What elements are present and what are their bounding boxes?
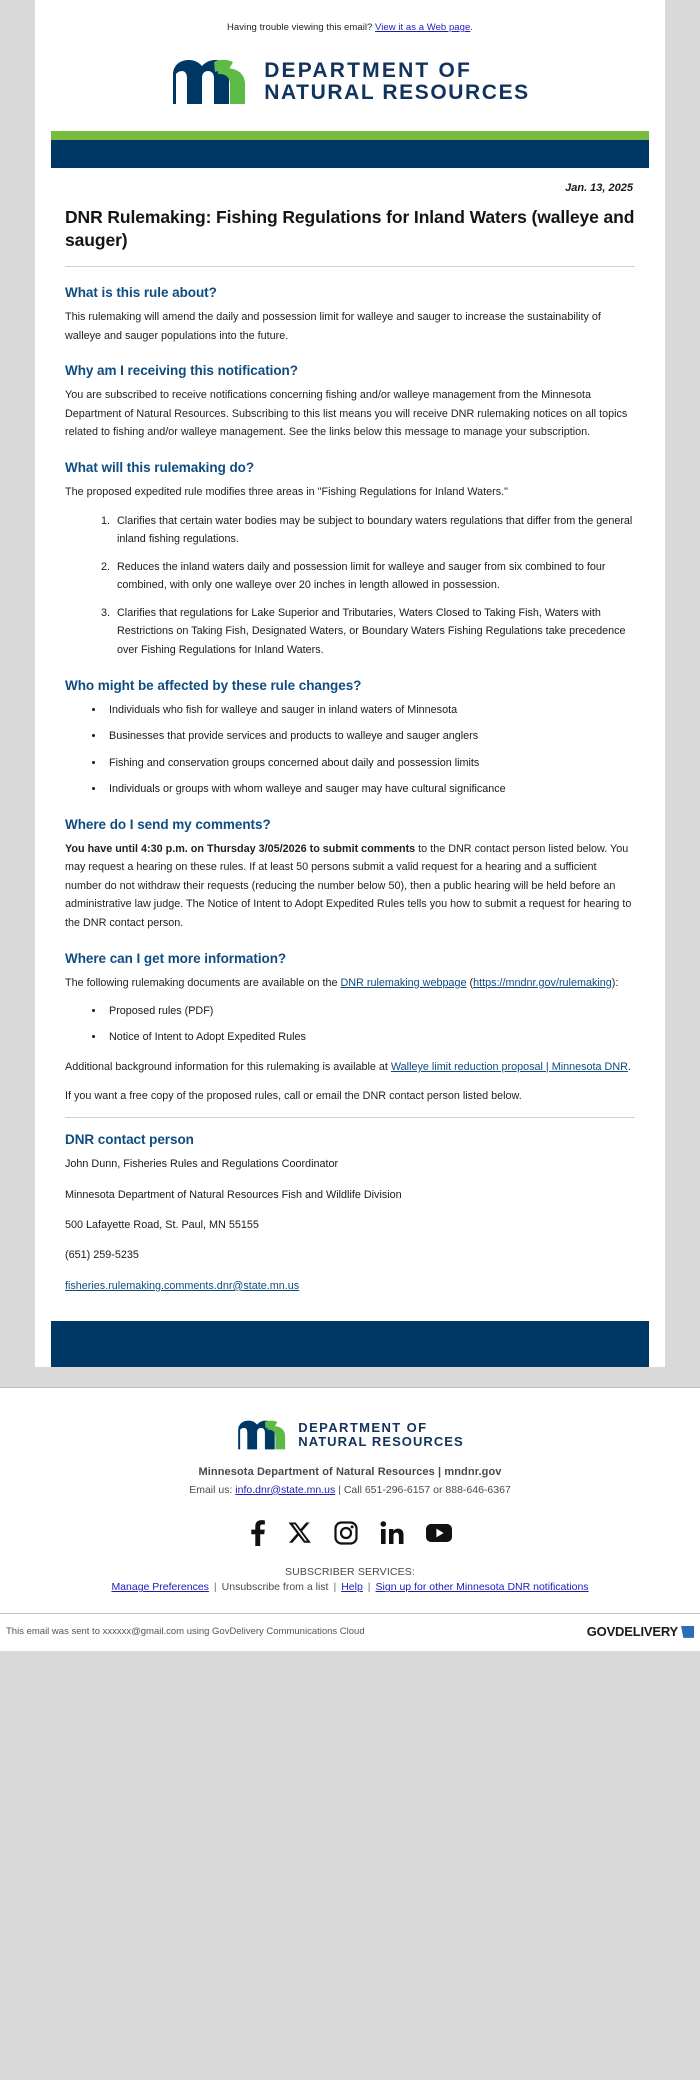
info-paragraph <box>65 974 635 993</box>
view-as-web-page-link[interactable]: View it as a Web page <box>375 22 471 33</box>
link-separator: | <box>213 1581 217 1594</box>
dnr-logo-lockup <box>35 39 665 131</box>
contact-address: 500 Lafayette Road, St. Paul, MN 55155 <box>65 1219 259 1232</box>
footer-email-label: Email us: <box>189 1483 233 1496</box>
email-date: Jan. 13, 2025 <box>565 182 633 194</box>
rulemaking-url-link[interactable]: https://mndnr.gov/rulemaking <box>473 976 612 989</box>
footer-logo-line-2: NATURAL RESOURCES <box>298 1434 464 1450</box>
footer-contact-line <box>0 1481 700 1499</box>
preheader-period: . <box>470 22 473 33</box>
free-copy-paragraph: If you want a free copy of the proposed rules, call or email the DNR contact person listed below. <box>65 1089 522 1102</box>
email-body-card <box>35 0 665 1367</box>
preheader <box>35 0 665 39</box>
info-intro-text: The following rulemaking documents are available on the <box>65 976 341 989</box>
link-separator: | <box>333 1581 337 1594</box>
govdelivery-logo <box>587 1624 694 1639</box>
mn-logo-icon <box>236 1420 286 1450</box>
list-item: • Individuals or groups with whom walleye and sauger may have cultural significance <box>105 780 635 799</box>
list-item: • Fishing and conservation groups concerned about daily and possession limits <box>105 754 635 773</box>
section-heading-who-affected: Who might be affected by these rule changes? <box>65 677 362 693</box>
green-divider-band <box>51 131 649 140</box>
sent-to-text: This email was sent to xxxxxx@gmail.com using GovDelivery Communications Cloud <box>6 1626 365 1638</box>
youtube-link[interactable] <box>426 1523 452 1543</box>
info-end-text: ): <box>611 976 619 989</box>
rulemaking-changes-list <box>65 512 635 660</box>
linkedin-link[interactable] <box>380 1521 404 1545</box>
facebook-link[interactable] <box>249 1520 266 1546</box>
page-title: DNR Rulemaking: Fishing Regulations for Inland Waters (walleye and sauger) <box>65 207 635 251</box>
instagram-link[interactable] <box>334 1521 358 1545</box>
list-item: 1. Clarifies that certain water bodies may be subject to boundary waters regulations that differ from the general inland fishing regulations. <box>113 512 635 549</box>
list-item: • Individuals who fish for walleye and sauger in inland waters of Minnesota <box>105 701 635 720</box>
facebook-icon <box>249 1520 266 1546</box>
linkedin-icon <box>380 1521 404 1545</box>
section-paragraph: You are subscribed to receive notifications concerning fishing and/or walleye management from the Minnesota Department of Natural Resources. Subscribing to this list means you will receive DNR rulemaking notices on all topics related to fishing and/or walleye management. See the links below this message to manage your subscription. <box>65 389 628 439</box>
footer-email-link[interactable]: info.dnr@state.mn.us <box>235 1483 336 1496</box>
govdelivery-flag-icon <box>681 1626 694 1638</box>
contact-divider <box>65 1117 635 1118</box>
navy-footer-bar <box>51 1321 649 1367</box>
footer-logo-line-1: DEPARTMENT OF <box>298 1420 428 1436</box>
affected-groups-list <box>65 701 635 799</box>
govdelivery-wordmark: GOVDELIVERY <box>586 1624 678 1640</box>
comment-rest-text: to the DNR contact person listed below. You may request a hearing on these rules. If at least 50 persons submit a valid request for a hearing and a sufficient number do not withdraw their requests (reducing the number below 50), then a public hearing will be held before an administrative law judge. The Notice of Intent to Adopt Expedited Rules tells you how to submit a request for hearing to the DNR contact person. <box>65 842 632 929</box>
footer-call-text: | Call 651-296-6157 or 888-646-6367 <box>338 1483 511 1496</box>
documents-list <box>65 1002 635 1046</box>
contact-email-line <box>65 1277 635 1295</box>
mn-logo-icon <box>170 59 246 105</box>
email-footer <box>0 1387 700 1651</box>
dnr-rulemaking-webpage-link[interactable]: DNR rulemaking webpage <box>340 976 467 989</box>
preheader-text: Having trouble viewing this email? <box>227 22 373 33</box>
x-twitter-icon <box>288 1521 312 1545</box>
background-intro-text: Additional background information for this rulemaking is available at <box>65 1061 391 1074</box>
email-content <box>35 168 665 1295</box>
comments-paragraph <box>65 840 635 933</box>
dnr-logo-wordmark <box>264 60 530 105</box>
youtube-icon <box>426 1523 452 1543</box>
list-item: • Proposed rules (PDF) <box>105 1002 635 1021</box>
sent-to-row <box>0 1614 700 1651</box>
logo-line-2: NATURAL RESOURCES <box>264 81 530 104</box>
section-heading-dnr-contact: DNR contact person <box>65 1132 194 1148</box>
social-links-row <box>0 1498 700 1566</box>
signup-other-notifications-link[interactable]: Sign up for other Minnesota DNR notifications <box>375 1581 589 1594</box>
link-separator: | <box>367 1581 371 1594</box>
instagram-icon <box>334 1521 358 1545</box>
background-end-text: . <box>627 1061 631 1074</box>
subscriber-services-links <box>0 1578 700 1593</box>
manage-preferences-link[interactable]: Manage Preferences <box>111 1581 209 1594</box>
navy-divider-band <box>51 140 649 168</box>
contact-email-link[interactable]: fisheries.rulemaking.comments.dnr@state.mn.us <box>65 1279 300 1292</box>
footer-logo-group <box>236 1420 463 1450</box>
section-paragraph: This rulemaking will amend the daily and possession limit for walleye and sauger to increase the sustainability of walleye and sauger populations into the future. <box>65 311 601 342</box>
section-paragraph: The proposed expedited rule modifies three areas in "Fishing Regulations for Inland Waters." <box>65 486 508 498</box>
contact-phone: (651) 259-5235 <box>65 1249 139 1262</box>
unsubscribe-text[interactable]: Unsubscribe from a list <box>221 1581 329 1594</box>
section-heading-rule-about: What is this rule about? <box>65 285 217 301</box>
section-heading-why-receiving: Why am I receiving this notification? <box>65 363 298 379</box>
help-link[interactable]: Help <box>341 1581 363 1594</box>
section-heading-send-comments: Where do I send my comments? <box>65 816 271 832</box>
info-mid-text: ( <box>466 976 474 989</box>
logo-line-1: DEPARTMENT OF <box>264 58 473 82</box>
subscriber-services-label: SUBSCRIBER SERVICES: <box>284 1566 415 1579</box>
footer-logo-wordmark <box>298 1421 463 1449</box>
x-twitter-link[interactable] <box>288 1521 312 1545</box>
contact-division: Minnesota Department of Natural Resources Fish and Wildlife Division <box>65 1188 402 1201</box>
background-paragraph <box>65 1058 635 1077</box>
walleye-proposal-link[interactable]: Walleye limit reduction proposal | Minnesota DNR <box>390 1061 628 1074</box>
contact-name-title: John Dunn, Fisheries Rules and Regulations Coordinator <box>65 1158 339 1171</box>
section-heading-more-information: Where can I get more information? <box>65 950 287 966</box>
footer-logo-lockup <box>0 1414 700 1464</box>
list-item: 2. Reduces the inland waters daily and possession limit for walleye and sauger from six combined to four combined, with only one walleye over 20 inches in length allowed in possession. <box>113 558 635 595</box>
list-item: • Notice of Intent to Adopt Expedited Rules <box>105 1028 635 1047</box>
footer-org-line: Minnesota Department of Natural Resources | mndnr.gov <box>198 1466 502 1479</box>
section-heading-what-will-do: What will this rulemaking do? <box>65 460 255 475</box>
list-item: 3. Clarifies that regulations for Lake Superior and Tributaries, Waters Closed to Taking Fish, Waters with Restrictions on Taking Fish, Designated Waters, or Boundary Waters Fishing Regulations take precedence over Fishing Regulations for Inland Waters. <box>113 604 635 660</box>
title-divider <box>65 266 635 267</box>
comment-deadline-text: You have until 4:30 p.m. on Thursday 3/05/2026 to submit comments <box>65 842 416 855</box>
list-item: • Businesses that provide services and products to walleye and sauger anglers <box>105 727 635 746</box>
